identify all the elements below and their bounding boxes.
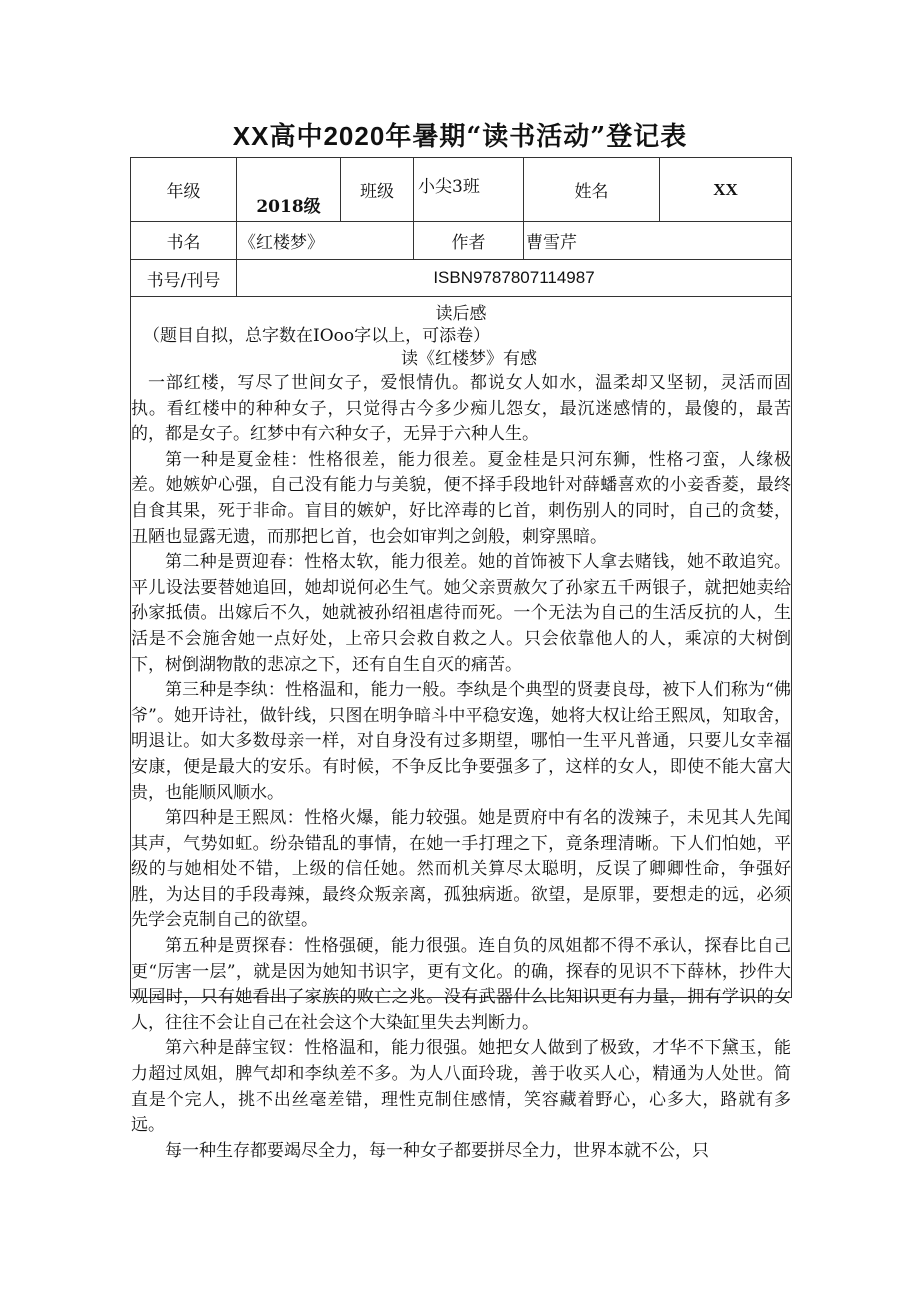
name-value: XX bbox=[660, 158, 792, 222]
grade-label: 年级 bbox=[131, 158, 237, 222]
title-year: 2020 bbox=[323, 121, 386, 151]
book-value: 《红楼梦》 bbox=[237, 222, 414, 260]
essay-paragraph: 第二种是贾迎春：性格太软，能力很差。她的首饰被下人拿去赌钱，她不敢追究。平儿设法要替她追回，她却说何必生气。她父亲贾赦欠了孙家五千两银子，就把她卖给孙家抵债。出嫁后不久，她就被孙绍祖虐待而死。一个无法为自己的生活反抗的人，生活是不会施舍她一点好处，上帝只会救自救之人。只会依靠他人的人，乘凉的大树倒下，树倒湖物散的悲凉之下，还有自生自灭的痛苦。 bbox=[131, 552, 791, 675]
essay-title: 读《红楼梦》有感 bbox=[401, 349, 537, 369]
grade-value: 2018级 bbox=[237, 158, 341, 222]
review-instruction: （题目自拟，总字数在IOoo字以上，可添卷） bbox=[143, 326, 491, 346]
review-cell bbox=[131, 297, 792, 1161]
form-row-review bbox=[131, 297, 792, 998]
essay-paragraph: 第三种是李纨：性格温和，能力一般。李纨是个典型的贤妻良母，被下人们称为“佛爷”。她开诗社，做针线，只图在明争暗斗中平稳安逸，她将大权让给王熙凤，知取舍，明退让。如大多数母亲一样，对自身没有过多期望，哪怕一生平凡普通，只要儿女幸福安康，便是最大的安乐。有时候，不争反比争要强多了，这样的女人，即使不能大富大贵，也能顺风顺水。 bbox=[131, 680, 791, 803]
isbn-value: ISBN9787807114987 bbox=[237, 260, 792, 297]
essay-paragraph: 每一种生存都要竭尽全力，每一种女子都要拼尽全力，世界本就不公，只 bbox=[165, 1140, 709, 1161]
review-body bbox=[131, 303, 791, 1161]
essay-paragraph: 一部红楼，写尽了世间女子，爱恨情仇。都说女人如水，温柔却又坚韧，灵活而固执。看红楼中的种种女子，只觉得古今多少痴儿怨女，最沉迷感情的，最傻的，最苦的，都是女子。红梦中有六种女子，无异于六种人生。 bbox=[131, 373, 791, 445]
page-title bbox=[0, 116, 920, 153]
isbn-label: 书号/刊号 bbox=[131, 260, 237, 297]
form-row-info bbox=[131, 158, 792, 222]
essay-paragraph: 第一种是夏金桂：性格很差，能力很差。夏金桂是只河东狮，性格刁蛮，人缘极差。她嫉妒心强，自己没有能力与美貌，便不择手段地针对薛蟠喜欢的小妾香菱，最终自食其果，死于非命。盲目的嫉妒，好比淬毒的匕首，刺伤别人的同时，自己的贪婪，丑陋也显露无遗，而那把匕首，也会如审判之剑般，刺穿黑暗。 bbox=[131, 449, 791, 547]
review-heading: 读后感 bbox=[435, 304, 487, 324]
author-label: 作者 bbox=[414, 222, 524, 260]
title-prefix: XX bbox=[232, 121, 270, 151]
essay-paragraph: 第六种是薛宝钗：性格温和，能力很强。她把女人做到了极致，才华不下黛玉，能力超过凤姐，脾气却和李纨差不多。为人八面玲珑，善于收买人心，精通为人处世。简直是个完人，挑不出丝毫差错，理性克制住感情，笑容藏着野心，心多大，路就有多远。 bbox=[131, 1038, 791, 1136]
form-row-isbn bbox=[131, 260, 792, 297]
class-label: 班级 bbox=[341, 158, 414, 222]
essay-paragraph: 第五种是贾探春：性格强硬，能力很强。连自负的凤姐都不得不承认，探春比自己更“厉害一层”，就是因为她知书识字，更有文化。的确，探春的见识不下薛林，抄件大观园时，只有她看出了家族的败亡之兆。没有武器什么比知识更有力量，拥有学识的女人，往往不会让自己在社会这个大染缸里失去判断力。 bbox=[131, 936, 791, 1033]
author-value: 曹雪芹 bbox=[524, 222, 792, 260]
book-label: 书名 bbox=[131, 222, 237, 260]
class-value: 小尖3班 bbox=[414, 158, 524, 222]
name-label: 姓名 bbox=[524, 158, 660, 222]
title-text-b: 年暑期“读书活动”登记表 bbox=[385, 122, 688, 152]
title-text-a: 高中 bbox=[269, 122, 324, 152]
form-row-book bbox=[131, 222, 792, 260]
essay-paragraph: 第四种是王熙凤：性格火爆，能力较强。她是贾府中有名的泼辣子，未见其人先闻其声，气势如虹。纷杂错乱的事情，在她一手打理之下，竟条理清晰。下人们怕她，平级的与她相处不错，上级的信任她。然而机关算尽太聪明，反误了卿卿性命，争强好胜，为达目的手段毒辣，最终众叛亲离，孤独病逝。欲望，是原罪，要想走的远，必须先学会克制自己的欲望。 bbox=[131, 808, 791, 931]
registration-form bbox=[130, 157, 792, 1161]
